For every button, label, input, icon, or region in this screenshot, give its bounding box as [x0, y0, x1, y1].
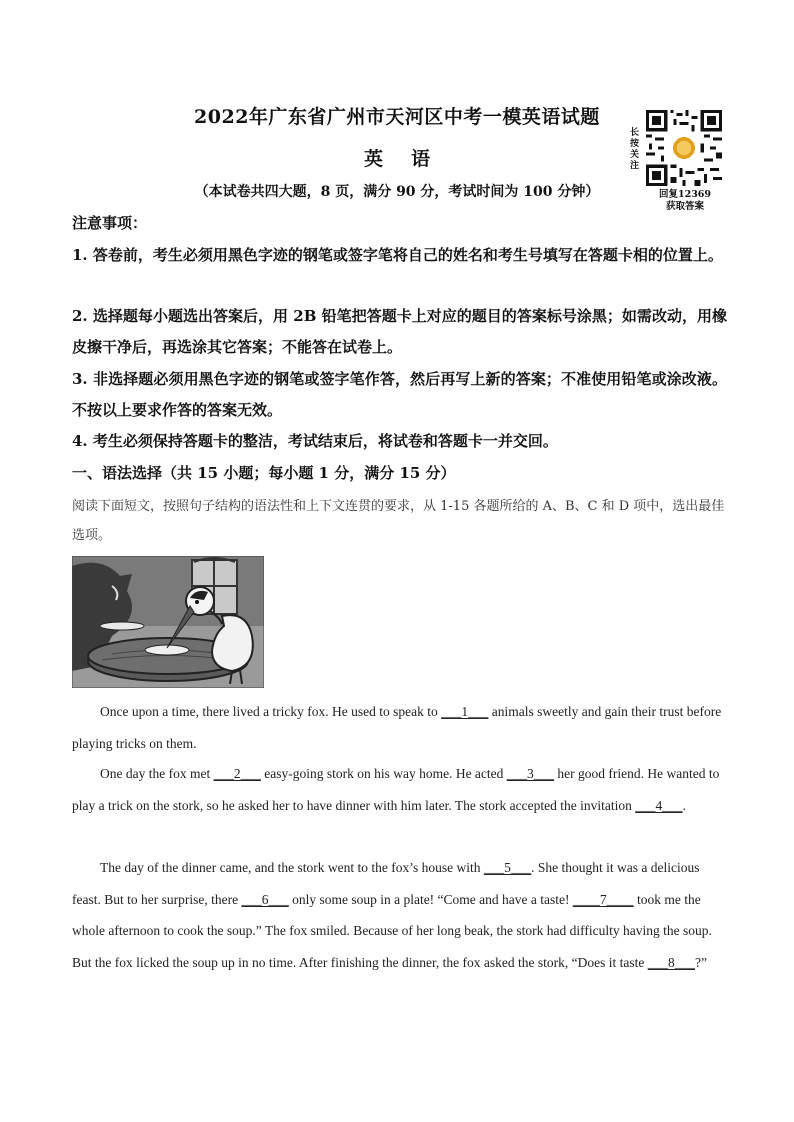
paragraph-text: Once upon a time, there lived a tricky fox. He used to speak to	[100, 704, 442, 719]
passage-paragraph-3	[72, 852, 727, 978]
qr-caption-line2: 获取答案	[665, 201, 704, 212]
note-item-3: 3. 非选择题必须用黑色字迹的钢笔或签字笔作答，然后再写上新的答案；不准使用铅笔或涂改液。不按以上要求作答的答案无效。	[72, 370, 727, 419]
note-item-2: 2. 选择题每小题选出答案后，用 2B 铅笔把答题卡上对应的题目的答案标号涂黑；如需改动，用橡皮擦干净后，再选涂其它答案；不能答在试卷上。	[72, 307, 727, 356]
note-item-1: 1. 答卷前，考生必须用黑色字迹的钢笔或签字笔将自己的姓名和考生号填写在答题卡相的位置上。	[72, 246, 723, 264]
passage-paragraph-1	[72, 696, 727, 759]
exam-title: 2022年广东省广州市天河区中考一模英语试题	[194, 106, 600, 128]
note-item-4: 4. 考生必须保持答题卡的整洁，考试结束后，将试卷和答题卡一并交回。	[72, 432, 558, 450]
qr-side-text: 长按关注	[630, 128, 640, 171]
qr-caption	[642, 189, 728, 213]
notes-heading: 注意事项：	[72, 214, 148, 232]
blank-3[interactable]: ___3___	[506, 766, 555, 781]
blank-2[interactable]: ___2___	[213, 766, 261, 781]
paragraph-text: animals sweetly and gain their trust before playing tricks on them.	[72, 704, 722, 751]
blank-7[interactable]: ____7____	[572, 891, 634, 907]
blank-6[interactable]: ___6___	[241, 891, 289, 907]
paragraph-text: ?”	[694, 954, 707, 970]
exam-info: （本试卷共四大题，8 页，满分 90 分，考试时间为 100 分钟）	[194, 184, 600, 200]
paragraph-text: only some soup in a plate! “Come and have a taste!	[288, 891, 573, 907]
paragraph-text: took me the whole afternoon to cook the soup.” The fox smiled. Because of her long beak, the stork had difficulty having the soup. But the fox licked the soup up in no time. After finishing the dinner, the fox asked the stork, “Does it taste	[72, 891, 712, 970]
qr-caption-line1: 回复12369	[658, 189, 712, 200]
blank-8[interactable]: ___8___	[647, 954, 695, 970]
paragraph-text: easy-going stork on his way home. He acted	[260, 766, 507, 781]
fox-and-stork-illustration	[72, 556, 264, 688]
section-heading: 一、语法选择（共 15 小题；每小题 1 分，满分 15 分）	[72, 464, 456, 482]
blank-4[interactable]: ___4___	[635, 797, 683, 813]
paragraph-text: . She thought it was a delicious feast. But to her surprise, there	[72, 860, 700, 907]
blank-1[interactable]: ___1___	[441, 704, 489, 719]
section-instruction: 阅读下面短文，按照句子结构的语法性和上下文连贯的要求，从 1-15 各题所给的 A、B、C 和 D 项中，选出最佳选项。	[72, 499, 725, 543]
paragraph-text: .	[682, 797, 686, 813]
subject-title: 英语	[363, 148, 458, 170]
passage-paragraph-2	[72, 758, 727, 821]
qr-code-icon[interactable]	[646, 110, 722, 186]
paragraph-text: One day the fox met	[100, 766, 214, 781]
blank-5[interactable]: ___5___	[483, 860, 532, 875]
qr-block	[630, 110, 730, 218]
paragraph-text: The day of the dinner came, and the stork went to the fox’s house with	[100, 860, 484, 875]
paragraph-text: her good friend. He wanted to play a trick on the stork, so he asked her to have dinner with him later. The stork accepted the invitation	[72, 766, 720, 813]
